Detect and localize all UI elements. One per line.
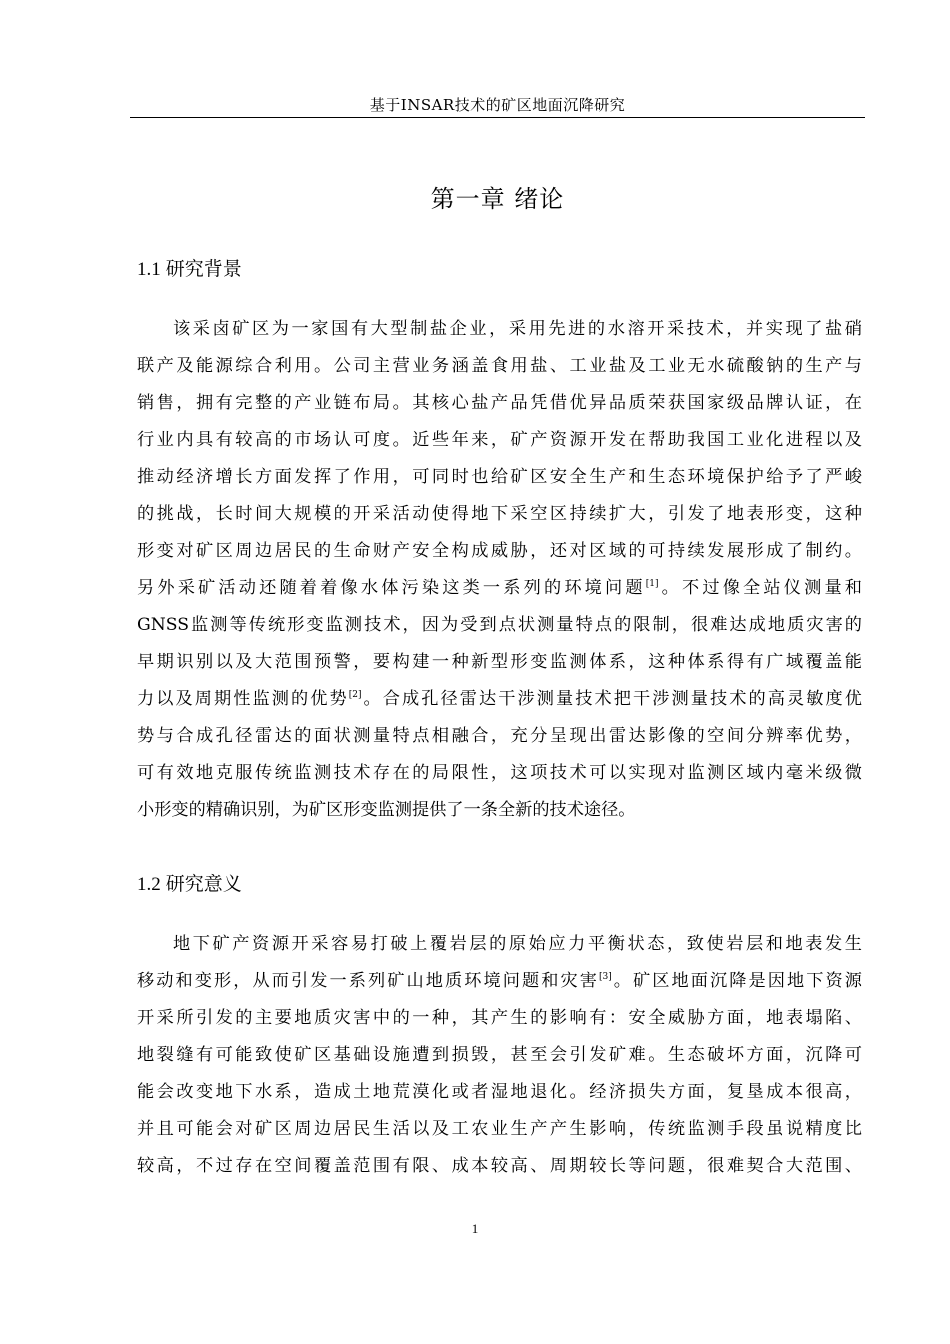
text-line: 联产及能源综合利用。公司主营业务涵盖食用盐、工业盐及工业无水硫酸钠的生产与 (137, 356, 862, 376)
text-line: 开采所引发的主要地质灾害中的一种，其产生的影响有：安全威胁方面，地表塌陷、 (137, 1008, 862, 1028)
section-heading-1-2 (137, 871, 242, 898)
section-body-1-2 (137, 926, 862, 1185)
text-line: 地下矿产资源开采容易打破上覆岩层的原始应力平衡状态，致使岩层和地表发生 (173, 934, 862, 954)
citation-ref-2: [2] (348, 690, 362, 700)
section-body-1-1 (137, 311, 862, 829)
section-number: 1.2 (137, 874, 161, 895)
text-segment: 。矿区地面沉降是因地下资源 (611, 971, 862, 991)
citation-ref-1: [1] (645, 579, 659, 589)
text-segment: 力以及周期性监测的优势 (137, 689, 349, 709)
section-number: 1.1 (137, 259, 161, 280)
text-line: 并且可能会对矿区周边居民生活以及工农业生产产生影响，传统监测手段虽说精度比 (137, 1119, 862, 1139)
text-segment: 。不过像全站仪测量和 (658, 578, 862, 598)
text-line (137, 681, 862, 718)
page-number: 1 (471, 1221, 479, 1236)
text-line: GNSS监测等传统形变监测技术，因为受到点状测量特点的限制，很难达成地质灾害的 (137, 615, 862, 635)
text-line: 地裂缝有可能致使矿区基础设施遭到损毁，甚至会引发矿难。生态破坏方面，沉降可 (137, 1045, 862, 1065)
text-line: 行业内具有较高的市场认可度。近些年来，矿产资源开发在帮助我国工业化进程以及 (137, 430, 862, 450)
text-line: 势与合成孔径雷达的面状测量特点相融合，充分呈现出雷达影像的空间分辨率优势， (137, 726, 862, 746)
text-line: 推动经济增长方面发挥了作用，可同时也给矿区安全生产和生态环境保护给予了严峻 (137, 467, 862, 487)
section-title: 研究背景 (165, 258, 242, 280)
section-heading-1-1 (137, 256, 242, 283)
text-line: 能会改变地下水系，造成土地荒漠化或者湿地退化。经济损失方面，复垦成本很高， (137, 1082, 862, 1102)
running-header: 基于INSAR技术的矿区地面沉降研究 (369, 96, 626, 114)
text-line: 较高，不过存在空间覆盖范围有限、成本较高、周期较长等问题，很难契合大范围、 (137, 1156, 862, 1176)
header-divider (130, 117, 865, 118)
chapter-title: 第一章 绪论 (430, 185, 565, 213)
text-line (137, 570, 862, 607)
text-segment: 另外采矿活动还随着着像水体污染这类一系列的环境问题 (137, 578, 646, 598)
text-segment: 移动和变形，从而引发一系列矿山地质环境问题和灾害 (137, 971, 599, 991)
text-line: 可有效地克服传统监测技术存在的局限性，这项技术可以实现对监测区域内毫米级微 (137, 763, 862, 783)
text-line: 该采卤矿区为一家国有大型制盐企业，采用先进的水溶开采技术，并实现了盐硝 (173, 319, 862, 339)
text-segment: 。合成孔径雷达干涉测量技术把干涉测量技术的高灵敏度优 (361, 689, 862, 709)
text-line: 的挑战，长时间大规模的开采活动使得地下采空区持续扩大，引发了地表形变，这种 (137, 504, 862, 524)
citation-ref-3: [3] (598, 972, 612, 982)
section-title: 研究意义 (165, 873, 242, 895)
text-line: 销售，拥有完整的产业链布局。其核心盐产品凭借优异品质荣获国家级品牌认证，在 (137, 393, 862, 413)
text-line: 小形变的精确识别，为矿区形变监测提供了一条全新的技术途径。 (137, 800, 636, 820)
text-line: 早期识别以及大范围预警，要构建一种新型形变监测体系，这种体系得有广域覆盖能 (137, 652, 862, 672)
text-line: 形变对矿区周边居民的生命财产安全构成威胁，还对区域的可持续发展形成了制约。 (137, 541, 862, 561)
text-line (137, 963, 862, 1000)
